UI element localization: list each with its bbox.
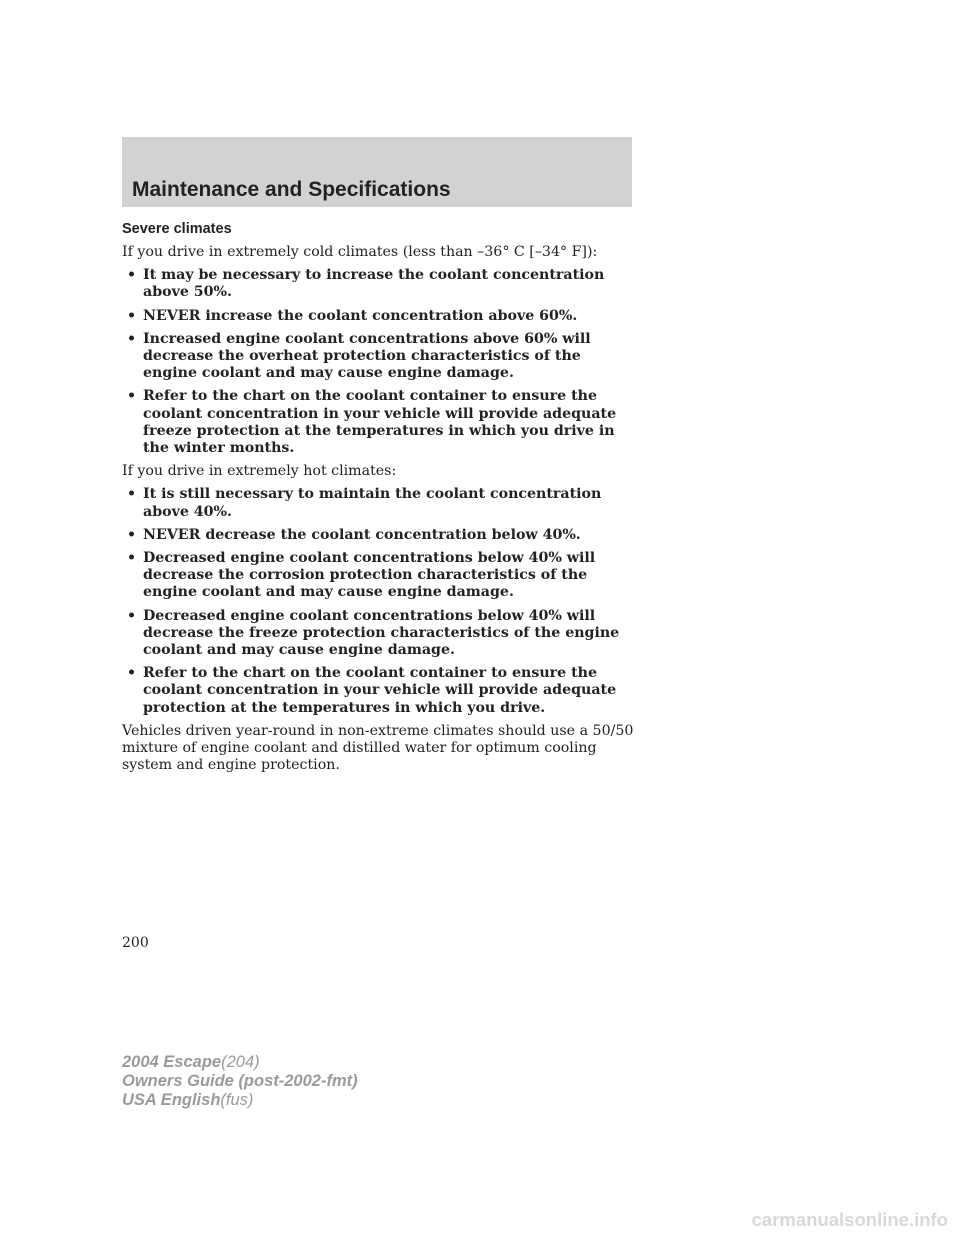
bullet-text: Increased engine coolant concentrations above 60% will decrease the overheat protection characteristics of the engine coolant and may cause engine damage.: [143, 330, 591, 382]
closing-paragraph: Vehicles driven year-round in non-extreme climates should use a 50/50 mixture of engine coolant and distilled water for optimum cooling system and engine protection.: [122, 722, 634, 774]
list-item: [122, 331, 637, 383]
list-item: [122, 550, 637, 602]
bullet-text: NEVER decrease the coolant concentration below 40%.: [143, 526, 581, 543]
bullet-text: Refer to the chart on the coolant container to ensure the coolant concentration in your vehicle will provide adequate protection at the temperatures in which you drive.: [143, 665, 617, 716]
bullet-icon: •: [127, 526, 137, 543]
bullet-text: It may be necessary to increase the coolant concentration above 50%.: [143, 267, 605, 301]
bullet-icon: •: [127, 486, 137, 503]
bullet-icon: •: [127, 665, 137, 682]
footer-model: 2004 Escape: [122, 1053, 222, 1071]
footer-line-language: [122, 1091, 358, 1110]
page-number: 200: [122, 935, 149, 951]
footer-model-code: (204): [221, 1053, 260, 1071]
document-footer: [122, 1053, 358, 1110]
watermark-link[interactable]: carmanualsonline.info: [751, 1209, 948, 1230]
footer-language-code: (fus): [220, 1091, 254, 1109]
cold-climate-intro: If you drive in extremely cold climates (less than –36° C [–34° F]):: [122, 244, 598, 260]
section-heading: Severe climates: [122, 221, 232, 237]
bullet-text: NEVER increase the coolant concentration above 60%.: [143, 307, 578, 324]
footer-language: USA English: [122, 1091, 221, 1109]
list-item: [122, 665, 637, 717]
bullet-icon: •: [127, 607, 137, 624]
hot-climate-bullets: [122, 486, 637, 716]
bullet-text: Decreased engine coolant concentrations below 40% will decrease the freeze protection characteristics of the engine coolant and may cause engine damage.: [143, 607, 620, 659]
page-content: [122, 221, 637, 780]
list-item: [122, 527, 637, 544]
page-title: Maintenance and Specifications: [132, 178, 451, 201]
bullet-icon: •: [127, 267, 137, 284]
list-item: [122, 608, 637, 660]
section-header-band: [122, 137, 632, 207]
footer-guide: Owners Guide (post-2002-fmt): [122, 1072, 358, 1090]
bullet-icon: •: [127, 388, 137, 405]
cold-climate-bullets: [122, 267, 637, 457]
bullet-icon: •: [127, 330, 137, 347]
bullet-text: Refer to the chart on the coolant container to ensure the coolant concentration in your vehicle will provide adequate freeze protection at the temperatures in which you drive in the winter months.: [143, 388, 617, 457]
hot-climate-intro: If you drive in extremely hot climates:: [122, 463, 397, 480]
bullet-icon: •: [127, 550, 137, 567]
list-item: [122, 486, 637, 520]
footer-line-model: [122, 1053, 358, 1072]
bullet-icon: •: [127, 307, 137, 324]
bullet-text: It is still necessary to maintain the coolant concentration above 40%.: [143, 486, 602, 520]
list-item: [122, 388, 637, 457]
bullet-text: Decreased engine coolant concentrations below 40% will decrease the corrosion protection characteristics of the engine coolant and may cause engine damage.: [143, 550, 596, 601]
list-item: [122, 267, 637, 301]
list-item: [122, 308, 637, 325]
